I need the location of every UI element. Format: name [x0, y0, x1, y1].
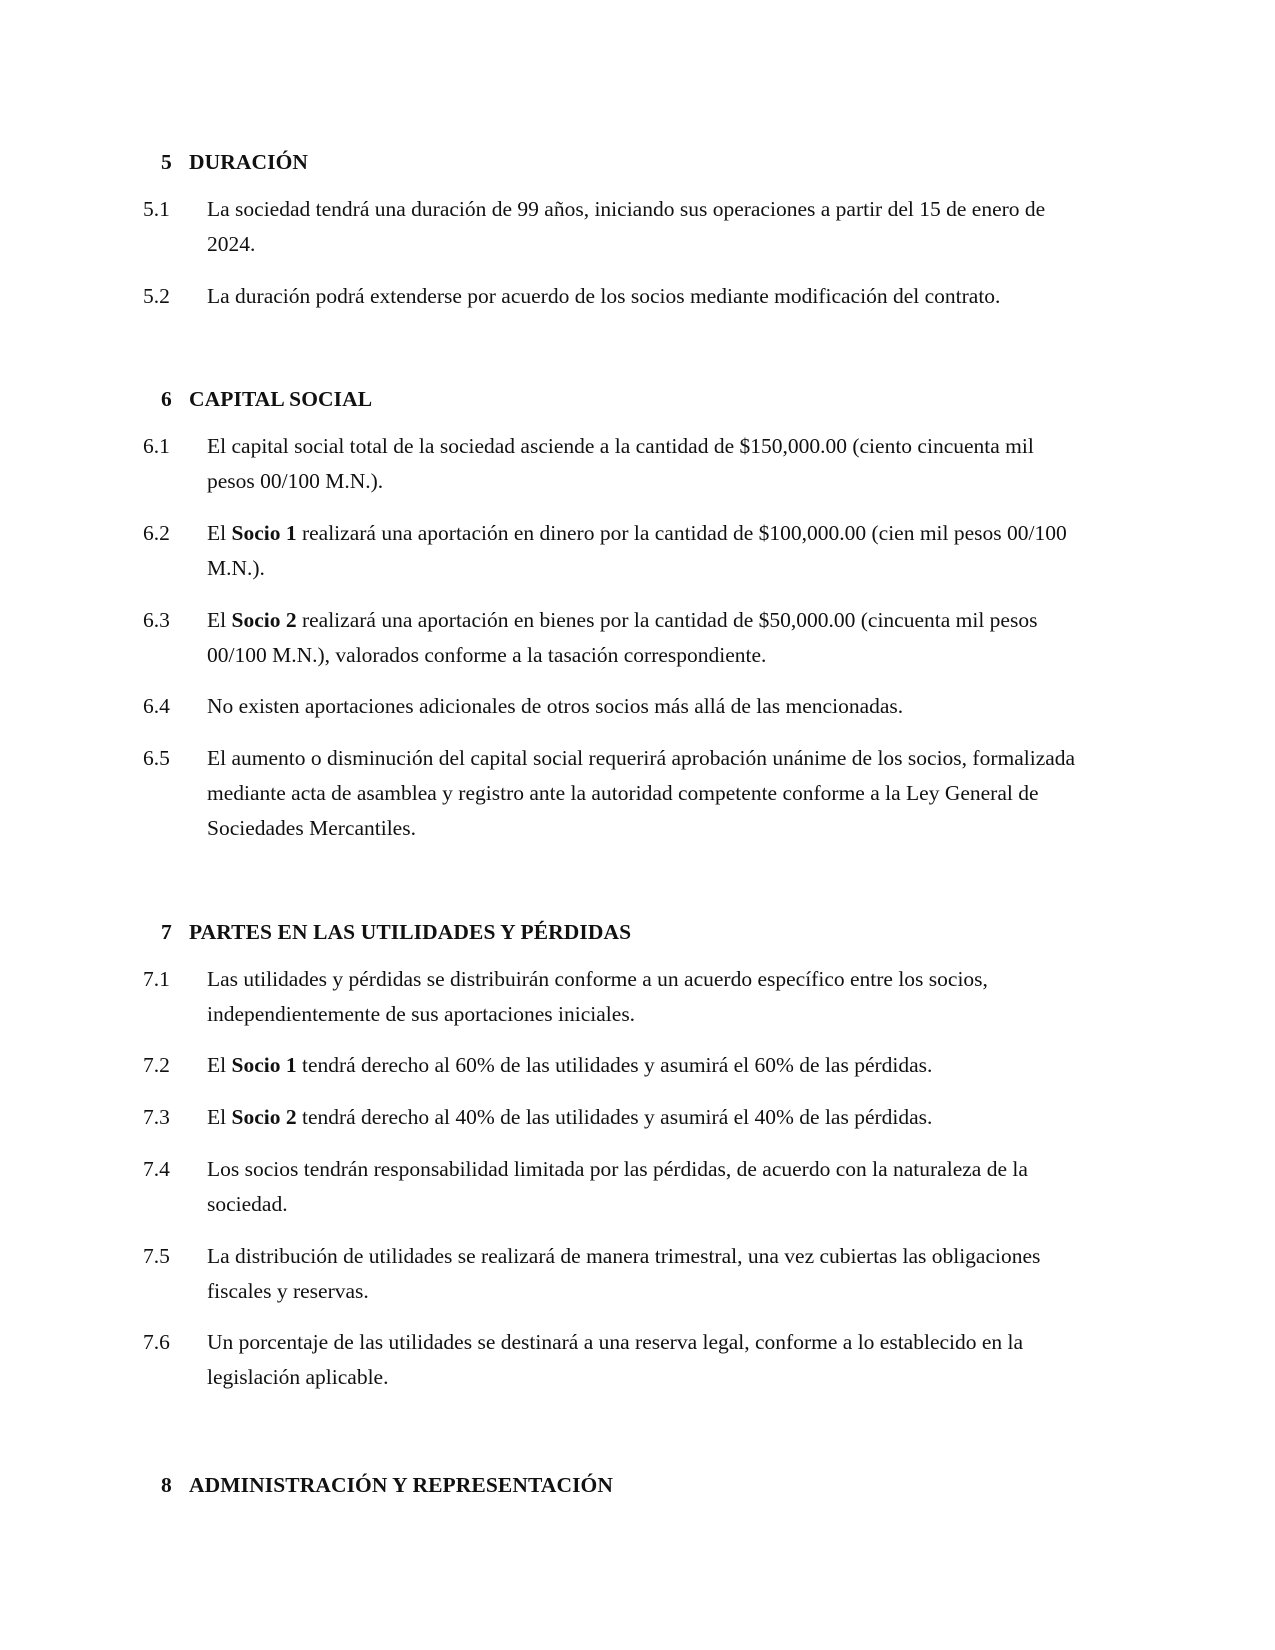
clause-run: La sociedad tendrá una duración de 99 años, iniciando sus operaciones a partir del 15 de enero de 2024. [207, 197, 1046, 256]
clause-run: No existen aportaciones adicionales de otros socios más allá de las mencionadas. [207, 694, 904, 719]
clause-text [207, 962, 1078, 1032]
clause-spacer [143, 499, 1078, 516]
clause-number: 6.5 [143, 746, 170, 771]
clause-text [207, 429, 1078, 499]
clause-text [207, 1100, 1078, 1135]
heading-spacer [143, 412, 1078, 429]
section-heading-5 [143, 150, 1078, 175]
clause-text [207, 1239, 1078, 1309]
clause-run: Un porcentaje de las utilidades se destinará a una reserva legal, conforme a lo establecido en la legislación aplicable. [207, 1330, 1024, 1390]
clause-7.3 [143, 1100, 1078, 1135]
clause-spacer [143, 1031, 1078, 1048]
section-title: PARTES EN LAS UTILIDADES Y PÉRDIDAS [189, 919, 632, 944]
clause-text [207, 1152, 1078, 1222]
clause-spacer [143, 1135, 1078, 1152]
clause-6.3 [143, 603, 1078, 673]
clause-spacer [143, 262, 1078, 279]
clause-run: Los socios tendrán responsabilidad limitada por las pérdidas, de acuerdo con la naturaleza de la sociedad. [207, 1157, 1028, 1216]
clause-run: La duración podrá extenderse por acuerdo de los socios mediante modificación del contrato. [207, 283, 1001, 308]
clause-number: 6.4 [143, 694, 170, 719]
section-title: ADMINISTRACIÓN Y REPRESENTACIÓN [189, 1473, 613, 1498]
clause-text [207, 192, 1078, 262]
section-spacer [143, 1395, 1078, 1473]
clause-number: 6.3 [143, 607, 170, 632]
clause-number: 7.1 [143, 966, 170, 991]
clause-text [207, 689, 1078, 724]
clause-7.1 [143, 962, 1078, 1032]
section-number: 7 [161, 919, 172, 944]
section-spacer [143, 313, 1078, 387]
clause-number: 6.2 [143, 521, 170, 546]
clause-7.6 [143, 1325, 1078, 1395]
clause-spacer [143, 586, 1078, 603]
clause-spacer [143, 672, 1078, 689]
clause-6.1 [143, 429, 1078, 499]
clause-run: El [207, 1053, 232, 1078]
clause-emphasis: Socio 2 [231, 1105, 297, 1130]
clause-6.5 [143, 741, 1078, 845]
section-heading-8 [143, 1473, 1078, 1498]
section-spacer [143, 846, 1078, 920]
clause-number: 6.1 [143, 434, 170, 459]
clause-emphasis: Socio 2 [231, 607, 297, 632]
clause-run: El capital social total de la sociedad asciende a la cantidad de $150,000.00 (ciento cincuenta mil pesos 00/100 M.N.). [207, 434, 1034, 494]
clause-emphasis: Socio 1 [231, 521, 297, 546]
section-number: 6 [161, 387, 172, 412]
section-heading-6 [143, 387, 1078, 412]
heading-spacer [143, 945, 1078, 962]
clause-7.5 [143, 1239, 1078, 1309]
clause-spacer [143, 1083, 1078, 1100]
clause-number: 7.2 [143, 1053, 170, 1078]
clause-run: Las utilidades y pérdidas se distribuirán conforme a un acuerdo específico entre los socios, independientemente de sus aportaciones iniciales. [207, 966, 988, 1026]
clause-run: La distribución de utilidades se realizará de manera trimestral, una vez cubiertas las obligaciones fiscales y reservas. [207, 1243, 1041, 1303]
clause-run: El [207, 607, 232, 632]
section-heading-7 [143, 920, 1078, 945]
clause-text [207, 1325, 1078, 1395]
clause-number: 7.4 [143, 1157, 170, 1182]
clause-emphasis: Socio 1 [231, 1053, 297, 1078]
clause-spacer [143, 1308, 1078, 1325]
document-body [143, 150, 1078, 1498]
clause-run: realizará una aportación en dinero por la cantidad de $100,000.00 (cien mil pesos 00/100 M.N.). [207, 521, 1067, 580]
clause-7.2 [143, 1048, 1078, 1083]
section-number: 5 [161, 150, 172, 174]
section-title: CAPITAL SOCIAL [189, 387, 373, 412]
clause-run: El aumento o disminución del capital social requerirá aprobación unánime de los socios, formalizada mediante acta de asamblea y registro ante la autoridad competente conforme a la Ley General de Sociedades Mercantiles. [207, 746, 1076, 840]
clause-number: 7.5 [143, 1243, 170, 1268]
clause-run: tendrá derecho al 40% de las utilidades y asumirá el 40% de las pérdidas. [296, 1105, 933, 1130]
clause-text [207, 516, 1078, 586]
clause-number: 7.6 [143, 1330, 170, 1355]
clause-run: tendrá derecho al 60% de las utilidades y asumirá el 60% de las pérdidas. [296, 1053, 933, 1078]
heading-spacer [143, 175, 1078, 192]
clause-run: El [207, 1105, 232, 1130]
clause-spacer [143, 724, 1078, 741]
clause-text [207, 1048, 1078, 1083]
clause-number: 5.2 [143, 283, 170, 308]
section-title: DURACIÓN [189, 150, 309, 174]
clause-run: El [207, 521, 232, 546]
clause-number: 5.1 [143, 197, 170, 221]
section-number: 8 [161, 1473, 172, 1498]
clause-spacer [143, 1222, 1078, 1239]
clause-text [207, 603, 1078, 673]
clause-6.2 [143, 516, 1078, 586]
clause-number: 7.3 [143, 1105, 170, 1130]
clause-5.1 [143, 192, 1078, 262]
clause-6.4 [143, 689, 1078, 724]
clause-run: realizará una aportación en bienes por la cantidad de $50,000.00 (cincuenta mil pesos 00/100 M.N.), valorados conforme a la tasación correspondiente. [207, 607, 1038, 667]
clause-5.2 [143, 279, 1078, 314]
clause-7.4 [143, 1152, 1078, 1222]
clause-text [207, 741, 1078, 845]
clause-text [207, 279, 1078, 314]
